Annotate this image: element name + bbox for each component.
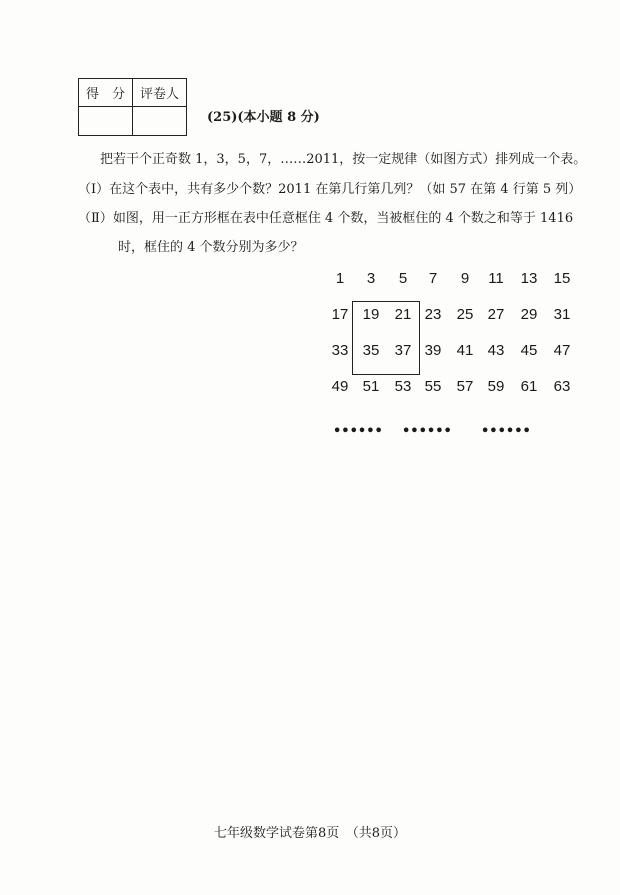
table-cell: 15 [553, 270, 571, 287]
score-header: 得 分 [79, 79, 133, 107]
table-cell: 29 [520, 306, 538, 323]
grader-value-cell[interactable] [133, 107, 187, 136]
table-cell: 63 [553, 378, 571, 395]
table-cell: 21 [394, 306, 412, 323]
table-cell: 47 [553, 342, 571, 359]
table-cell: 49 [331, 378, 349, 395]
grader-header: 评卷人 [133, 79, 187, 107]
table-cell: 25 [456, 306, 474, 323]
table-cell: 39 [424, 342, 442, 359]
ellipsis-3: •••••• [481, 424, 531, 439]
question-part2-line1: （Ⅱ）如图，用一正方形框在表中任意框住 4 个数，当被框住的 4 个数之和等于 1416 [78, 211, 574, 226]
score-value-cell[interactable] [79, 107, 133, 136]
table-cell: 45 [520, 342, 538, 359]
table-cell: 31 [553, 306, 571, 323]
table-cell: 23 [424, 306, 442, 323]
ellipsis-1: •••••• [333, 424, 383, 439]
table-cell: 3 [366, 270, 376, 287]
question-part1: （Ⅰ）在这个表中，共有多少个数？2011 在第几行第几列？（如 57 在第 4 行第 5 列） [78, 182, 582, 197]
table-cell: 5 [398, 270, 408, 287]
question-part2-line2: 时，框住的 4 个数分别为多少？ [118, 240, 304, 255]
table-cell: 43 [487, 342, 505, 359]
table-cell: 37 [394, 342, 412, 359]
table-cell: 27 [487, 306, 505, 323]
table-cell: 17 [331, 306, 349, 323]
table-cell: 7 [428, 270, 438, 287]
table-cell: 41 [456, 342, 474, 359]
table-cell: 13 [520, 270, 538, 287]
table-cell: 57 [456, 378, 474, 395]
table-cell: 35 [362, 342, 380, 359]
table-cell: 53 [394, 378, 412, 395]
page-footer: 七年级数学试卷第8页 （共8页） [213, 826, 407, 841]
square-frame [352, 301, 420, 375]
question-number: (25)(本小题 8 分) [207, 110, 320, 125]
table-cell: 1 [335, 270, 345, 287]
ellipsis-2: •••••• [402, 424, 452, 439]
question-intro: 把若干个正奇数 1，3，5，7，……2011，按一定规律（如图方式）排列成一个表。 [100, 152, 587, 167]
score-box [78, 78, 187, 136]
table-cell: 33 [331, 342, 349, 359]
table-cell: 19 [362, 306, 380, 323]
table-cell: 59 [487, 378, 505, 395]
table-cell: 9 [460, 270, 470, 287]
table-cell: 11 [488, 270, 504, 287]
table-cell: 51 [362, 378, 380, 395]
table-cell: 55 [424, 378, 442, 395]
table-cell: 61 [520, 378, 538, 395]
